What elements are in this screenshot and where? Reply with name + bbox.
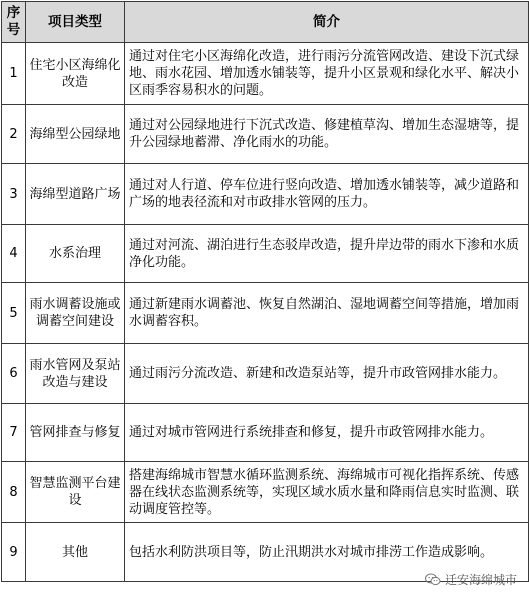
row-project-type: 智慧监测平台建设: [26, 462, 125, 523]
project-type-table: [1, 1, 529, 582]
row-project-type: 雨水调蓄设施或调蓄空间建设: [26, 283, 125, 344]
header-project-type: 项目类型: [26, 2, 125, 43]
row-description: 通过雨污分流改造、新建和改造泵站等，提升市政管网排水能力。: [125, 344, 529, 404]
row-number: 5: [2, 283, 26, 344]
row-number: 6: [2, 344, 26, 404]
row-number: 8: [2, 462, 26, 523]
watermark: [425, 571, 517, 588]
watermark-text: 迁安海绵城市: [444, 573, 517, 587]
row-description: 通过对人行道、停车位进行竖向改造、增加透水铺装等，减少道路和广场的地表径流和对市政排水管网的压力。: [125, 164, 529, 225]
row-number: 7: [2, 404, 26, 462]
header-description: 简介: [125, 2, 529, 43]
row-project-type: 其他: [26, 523, 125, 582]
row-description: 搭建海绵城市智慧水循环监测系统、海绵城市可视化指挥系统、传感器在线状态监测系统等，实现区域水质水量和降雨信息实时监测、联动调度管控等。: [125, 462, 529, 523]
row-description: 通过对城市管网进行系统排查和修复，提升市政管网排水能力。: [125, 404, 529, 462]
table-row: [2, 43, 529, 105]
table-row: [2, 225, 529, 283]
table-row: [2, 404, 529, 462]
row-project-type: 海绵型道路广场: [26, 164, 125, 225]
row-number: 4: [2, 225, 26, 283]
table-row: [2, 344, 529, 404]
table-row: [2, 283, 529, 344]
wechat-icon: [425, 573, 441, 586]
row-number: 3: [2, 164, 26, 225]
row-project-type: 管网排查与修复: [26, 404, 125, 462]
row-project-type: 海绵型公园绿地: [26, 105, 125, 164]
row-description: 通过对公园绿地进行下沉式改造、修建植草沟、增加生态湿塘等，提升公园绿地蓄滞、净化雨水的功能。: [125, 105, 529, 164]
row-description: 包括水利防洪项目等，防止汛期洪水对城市排涝工作造成影响。: [125, 523, 529, 582]
row-description: 通过对住宅小区海绵化改造，进行雨污分流管网改造、建设下沉式绿地、雨水花园、增加透水铺装等，提升小区景观和绿化水平、解决小区雨季容易积水的问题。: [125, 43, 529, 105]
header-serial-number: 序号: [2, 2, 26, 43]
row-project-type: 雨水管网及泵站改造与建设: [26, 344, 125, 404]
table-row: [2, 462, 529, 523]
row-number: 2: [2, 105, 26, 164]
table-header-row: [2, 2, 529, 43]
row-description: 通过对河流、湖泊进行生态驳岸改造，提升岸边带的雨水下渗和水质净化功能。: [125, 225, 529, 283]
table-row: [2, 164, 529, 225]
row-project-type: 住宅小区海绵化改造: [26, 43, 125, 105]
table-row: [2, 105, 529, 164]
row-number: 1: [2, 43, 26, 105]
row-project-type: 水系治理: [26, 225, 125, 283]
row-description: 通过新建雨水调蓄池、恢复自然湖泊、湿地调蓄空间等措施，增加雨水调蓄容积。: [125, 283, 529, 344]
row-number: 9: [2, 523, 26, 582]
